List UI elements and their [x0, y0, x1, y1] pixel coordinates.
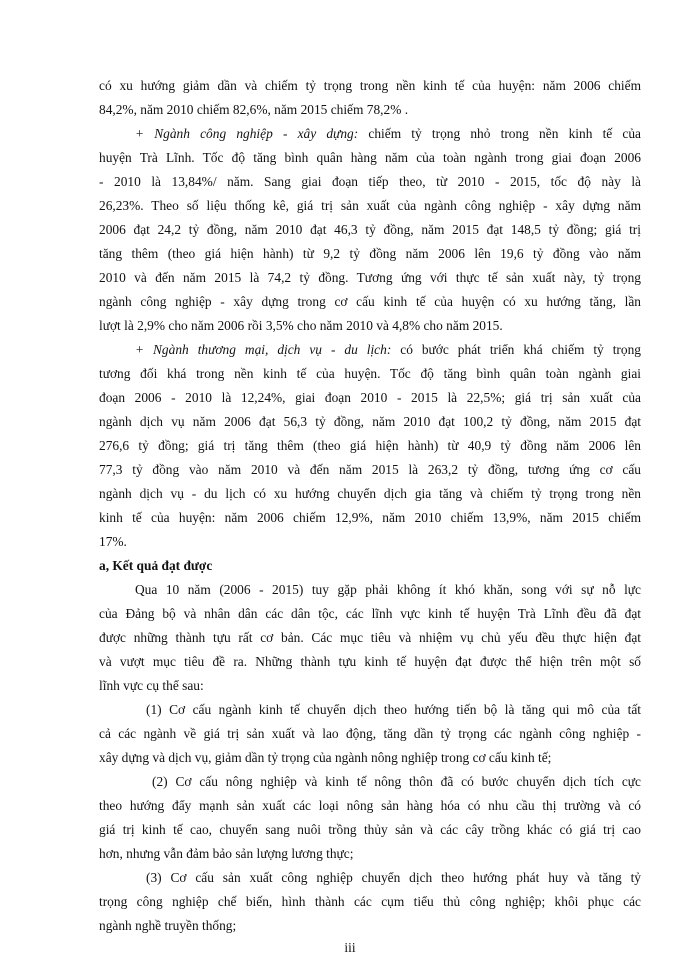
section-heading: a, Kết quả đạt được — [99, 558, 213, 573]
text-line: 2010 và đến năm 2015 là 74,2 tỷ đồng. Tương ứng với thực tế sản xuất này, tỷ trọng — [99, 270, 641, 285]
text-line: tương đối khá trong nền kinh tế của huyện. Tốc độ tăng bình quân toàn ngành giai — [99, 366, 641, 381]
text-line: 17%. — [99, 534, 127, 549]
industry-heading-line — [135, 126, 641, 142]
text-line: đoạn 2006 - 2010 là 12,24%, giai đoạn 2010 - 2015 là 22,5%; giá trị sản xuất của — [99, 390, 641, 405]
text-line: - 2010 là 13,84%/ năm. Sang giai đoạn tiếp theo, từ 2010 - 2015, tốc độ này là — [99, 174, 641, 189]
services-heading-line — [135, 342, 641, 358]
text-line: Qua 10 năm (2006 - 2015) tuy gặp phải không ít khó khăn, song với sự nỗ lực — [135, 582, 641, 597]
text-line: kinh tế của huyện: năm 2006 chiếm 12,9%, năm 2010 chiếm 13,9%, năm 2015 chiếm — [99, 510, 641, 525]
text-line: giá trị kinh tế cao, chuyển sang nuôi trồng thủy sản và các cây trồng khác có giá trị cao — [99, 822, 641, 837]
text-line: cả các ngành về giá trị sản xuất và lao động, tăng dần tỷ trọng các ngành công nghiệp - — [99, 726, 641, 741]
text-line: huyện Trà Lĩnh. Tốc độ tăng bình quân hàng năm của toàn ngành trong giai đoạn 2006 — [99, 150, 641, 165]
text-line: của Đảng bộ và nhân dân các dân tộc, các lĩnh vực kinh tế huyện Trà Lĩnh đều đã đạt — [99, 606, 641, 621]
page-number: iii — [344, 940, 356, 955]
text-line: hơn, nhưng vẫn đảm bảo sản lượng lương thực; — [99, 846, 354, 861]
text-line: 2006 đạt 24,2 tỷ đồng, năm 2010 đạt 46,3 tỷ đồng, năm 2015 đạt 148,5 tỷ đồng; giá trị — [99, 222, 641, 237]
text-line: và vượt mục tiêu đề ra. Những thành tựu kinh tế huyện đạt được thể hiện trên một số — [99, 654, 641, 669]
industry-heading-label: + Ngành công nghiệp - xây dựng: — [135, 126, 359, 141]
services-heading-label: + Ngành thương mại, dịch vụ - du lịch: — [135, 342, 392, 357]
text-line: có xu hướng giảm dần và chiếm tỷ trọng trong nền kinh tế của huyện: năm 2006 chiếm — [99, 78, 641, 93]
list-item-3: (3) Cơ cấu sản xuất công nghiệp chuyển dịch theo hướng phát huy và tăng tỷ — [146, 870, 641, 885]
text-line: lượt là 2,9% cho năm 2006 rồi 3,5% cho năm 2010 và 4,8% cho năm 2015. — [99, 318, 503, 333]
text-line: 26,23%. Theo số liệu thống kê, giá trị sản xuất của ngành công nghiệp - xây dựng năm — [99, 198, 641, 213]
text-line: tăng thêm (theo giá hiện hành) từ 9,2 tỷ đồng năm 2006 lên 19,6 tỷ đồng vào năm — [99, 246, 641, 261]
services-heading-rest: có bước phát triển khá chiếm tỷ trọng — [391, 342, 641, 357]
text-line: 77,3 tỷ đồng vào năm 2010 và đến năm 2015 là 263,2 tỷ đồng, tương ứng cơ cấu — [99, 462, 641, 477]
text-line: xây dựng và dịch vụ, giảm dần tỷ trọng của ngành nông nghiệp trong cơ cấu kinh tế; — [99, 750, 552, 765]
text-line: ngành dịch vụ - du lịch có xu hướng chuyển dịch gia tăng và chiếm tỷ trọng trong nền — [99, 486, 641, 501]
text-line: lĩnh vực cụ thể sau: — [99, 678, 204, 693]
text-line: ngành dịch vụ năm 2006 đạt 56,3 tỷ đồng, năm 2010 đạt 100,2 tỷ đồng, năm 2015 đạt — [99, 414, 641, 429]
text-line: theo hướng đẩy mạnh sản xuất các loại nông sản hàng hóa có nhu cầu thị trường và có — [99, 798, 641, 813]
text-line: 84,2%, năm 2010 chiếm 82,6%, năm 2015 chiếm 78,2% . — [99, 102, 409, 117]
text-line: ngành nghề truyền thống; — [99, 918, 237, 933]
list-item-1: (1) Cơ cấu ngành kinh tế chuyển dịch theo hướng tiến bộ là tăng qui mô của tất — [146, 702, 641, 717]
text-line: được những thành tựu rất cơ bản. Các mục tiêu và nhiệm vụ chủ yếu đều thực hiện đạt — [99, 630, 641, 645]
text-line: trọng công nghiệp chế biến, hình thành các cụm tiểu thủ công nghiệp; khôi phục các — [99, 894, 641, 909]
list-item-2: (2) Cơ cấu nông nghiệp và kinh tế nông thôn đã có bước chuyển dịch tích cực — [152, 774, 641, 789]
text-line: 276,6 tỷ đồng; giá trị tăng thêm (theo giá hiện hành) từ 40,9 tỷ đồng năm 2006 lên — [99, 438, 641, 453]
text-line: ngành công nghiệp - xây dựng trong cơ cấu kinh tế của huyện có xu hướng tăng, lần — [99, 294, 641, 309]
industry-heading-rest: chiếm tỷ trọng nhỏ trong nền kinh tế của — [358, 126, 641, 141]
